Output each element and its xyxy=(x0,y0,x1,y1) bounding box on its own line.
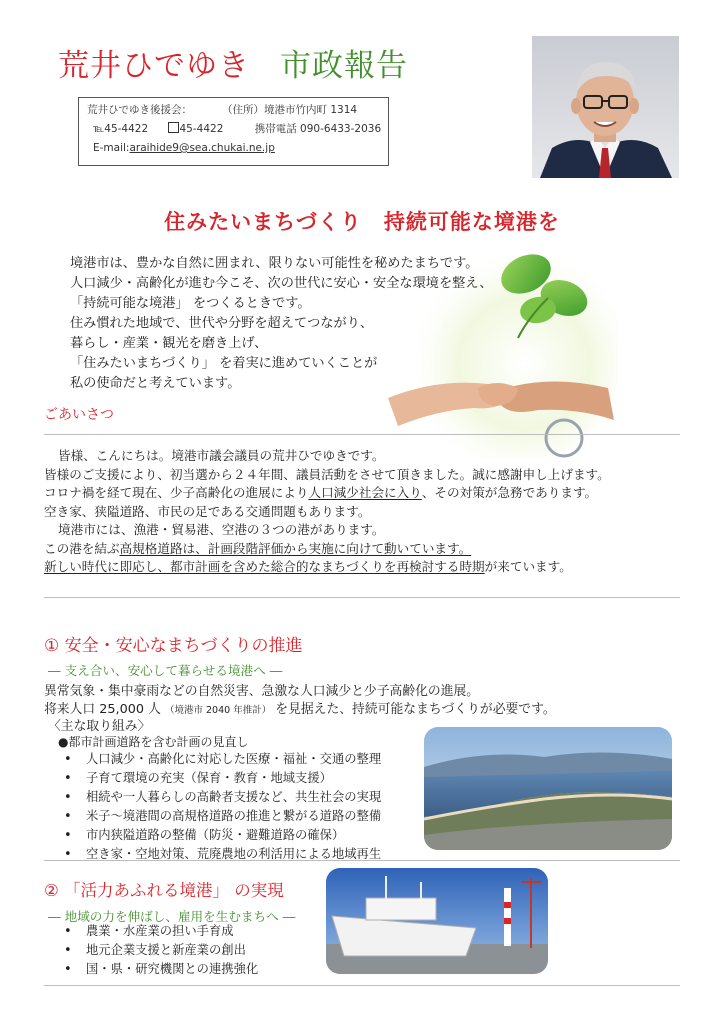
list-item: • 地元企業支援と新産業の創出 xyxy=(62,941,258,960)
intro-line: 「持続可能な境港」 をつくるときです。 xyxy=(70,296,311,311)
port-ship-photo xyxy=(326,868,548,974)
section1-list xyxy=(62,750,381,864)
address: （住所）境港市竹内町 1314 xyxy=(222,104,358,116)
list-item: • 相続や一人暮らしの高齢者支援など、共生社会の実現 xyxy=(62,788,381,807)
plan-item: ●都市計画道路を含む計画の見直し xyxy=(58,735,249,749)
section1-subtitle: ― 支え合い、安心して暮らせる境港へ ― xyxy=(48,663,283,678)
greeting-line: 皆様、こんにちは。境港市議会議員の荒井ひでゆきです。 xyxy=(58,448,385,463)
email-link[interactable]: araihide9@sea.chukai.ne.jp xyxy=(129,142,275,154)
fax: 45-4422 xyxy=(179,123,224,135)
greeting-body xyxy=(44,447,610,577)
email-label: E-mail: xyxy=(93,142,130,154)
section2-list xyxy=(62,922,258,979)
section1-heading: ① 安全・安心なまちづくりの推進 xyxy=(44,636,303,656)
greeting-line: 空き家、狭隘道路、市民の足である交通問題もあります。 xyxy=(44,503,371,519)
intro-line: 住み慣れた地域で、世代や分野を超えてつながり、 xyxy=(70,316,374,331)
divider xyxy=(44,434,680,435)
aerial-coast-photo xyxy=(424,727,672,850)
intro-text xyxy=(70,254,493,394)
report-title: 市政報告 xyxy=(280,48,408,84)
greeting-heading: ごあいさつ xyxy=(44,407,114,423)
divider xyxy=(44,860,680,861)
greeting-line: この港を結ぶ高規格道路は、計画段階評価から実施に向けて動いています。 xyxy=(44,540,472,556)
phone: ℡45-4422 xyxy=(93,123,149,135)
page-title xyxy=(58,40,408,85)
mobile: 携帯電話 090-6433-2036 xyxy=(254,123,382,135)
fax-icon xyxy=(168,122,179,133)
intro-line: 私の使命だと考えています。 xyxy=(70,376,241,391)
section1-line: 将来人口 25,000 人 （境港市 2040 年推計） を見据えた、持続可能なまちづくりが必要です。 xyxy=(44,702,556,717)
intro-line: 暮らし・産業・観光を磨き上げ、 xyxy=(70,336,268,351)
list-item: • 人口減少・高齢化に対応した医療・福祉・交通の整理 xyxy=(62,750,381,769)
candidate-name: 荒井ひでゆき xyxy=(58,48,250,84)
intro-line: 「住みたいまちづくり」 を着実に進めていくことが xyxy=(70,356,378,371)
greeting-line: コロナ禍を経て現在、少子高齢化の進展により人口減少社会に入り、その対策が急務であります。 xyxy=(44,485,598,500)
list-item: • 市内狭隘道路の整備（防災・避難道路の確保） xyxy=(62,826,381,845)
list-item: • 米子～境港間の高規格道路の推進と繋がる道路の整備 xyxy=(62,807,381,826)
list-item: • 子育て環境の充実（保育・教育・地域支援） xyxy=(62,769,381,788)
section2-heading: ② 「活力あふれる境港」 の実現 xyxy=(44,881,284,900)
greeting-line: 皆様のご支援により、初当選から２４年間、議員活動をさせて頂きました。誠に感謝申し上げます。 xyxy=(44,466,610,482)
divider xyxy=(44,597,680,598)
portrait-photo xyxy=(532,36,679,178)
contact-box xyxy=(78,97,389,166)
intro-line: 境港市は、豊かな自然に囲まれ、限りない可能性を秘めたまちです。 xyxy=(70,256,479,271)
list-item: • 国・県・研究機関との連携強化 xyxy=(62,960,258,979)
section2-subtitle: ― 地域の力を伸ばし、雇用を生むまちへ ― xyxy=(48,909,296,924)
divider xyxy=(44,985,680,986)
section1-line: 異常気象・集中豪雨などの自然災害、急激な人口減少と少子高齢化の進展。 xyxy=(44,684,480,699)
list-item: • 農業・水産業の担い手育成 xyxy=(62,922,258,941)
intro-line: 人口減少・高齢化が進む今こそ、次の世代に安心・安全な環境を整え、 xyxy=(70,276,493,291)
greeting-line: 新しい時代に即応し、都市計画を含めた総合的なまちづくりを再検討する時期が来ています。 xyxy=(44,559,572,574)
greeting-line: 境港市には、漁港・貿易港、空港の３つの港があります。 xyxy=(58,522,385,537)
headline: 住みたいまちづくり 持続可能な境港を xyxy=(164,210,560,234)
support-group: 荒井ひでゆき後援会： xyxy=(87,104,192,116)
efforts-label: 〈主な取り組み〉 xyxy=(48,719,151,734)
list-item: • 空き家・空地対策、荒廃農地の利活用による地域再生 xyxy=(62,845,381,864)
